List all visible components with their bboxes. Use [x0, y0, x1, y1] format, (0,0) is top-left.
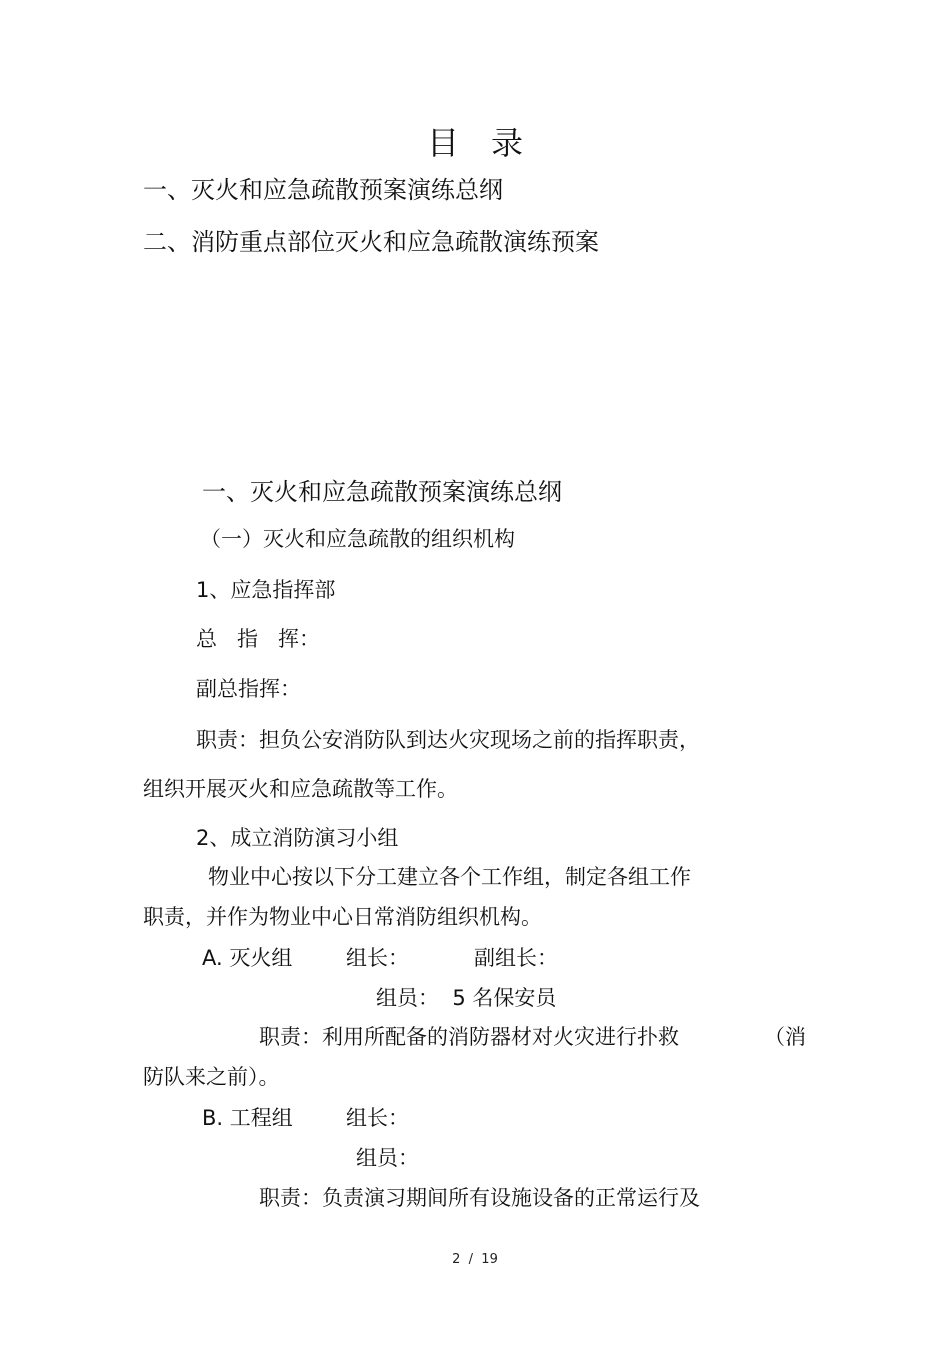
group-b-duty-line-1: 职责：负责演习期间所有设施设备的正常运行及	[259, 1186, 700, 1210]
vice-commander-label: 副总指挥：	[196, 677, 301, 701]
group-a-name: A. 灭火组	[202, 946, 293, 970]
group-b-name: B. 工程组	[202, 1106, 293, 1130]
section-subheading: （一）灭火和应急疏散的组织机构	[200, 527, 515, 551]
group-a-duty-line-2: 防队来之前）。	[143, 1065, 280, 1089]
group-b-members: 组员：	[356, 1146, 419, 1170]
group-a-duty-line-1: 职责：利用所配备的消防器材对火灾进行扑救	[259, 1025, 679, 1049]
group-a-members: 组员： 5 名保安员	[376, 986, 557, 1010]
command-duty-line-1: 职责：担负公安消防队到达火灾现场之前的指挥职责，	[196, 728, 700, 752]
section-heading: 一、灭火和应急疏散预案演练总纲	[202, 478, 562, 506]
toc-title-left: 目	[426, 124, 459, 162]
toc-title-right: 录	[491, 124, 524, 162]
item-drill-group: 2、成立消防演习小组	[196, 826, 399, 850]
item-emergency-command: 1、应急指挥部	[196, 578, 336, 602]
group-a-duty-line-1-tail: （消	[764, 1025, 806, 1049]
intro-line-2: 职责，并作为物业中心日常消防组织机构。	[143, 905, 542, 929]
toc-item-2: 二、消防重点部位灭火和应急疏散演练预案	[143, 228, 599, 256]
toc-item-1: 一、灭火和应急疏散预案演练总纲	[143, 176, 503, 204]
command-duty-line-2: 组织开展灭火和应急疏散等工作。	[143, 777, 458, 801]
intro-line-1: 物业中心按以下分工建立各个工作组，制定各组工作	[208, 865, 691, 889]
page-number: 2 / 19	[452, 1252, 498, 1267]
commander-label: 总 指 挥：	[196, 627, 321, 651]
group-a-leader: 组长：	[346, 946, 409, 970]
toc-title	[0, 124, 950, 162]
group-b-leader: 组长：	[346, 1106, 409, 1130]
group-a-vice-leader: 副组长：	[474, 946, 558, 970]
